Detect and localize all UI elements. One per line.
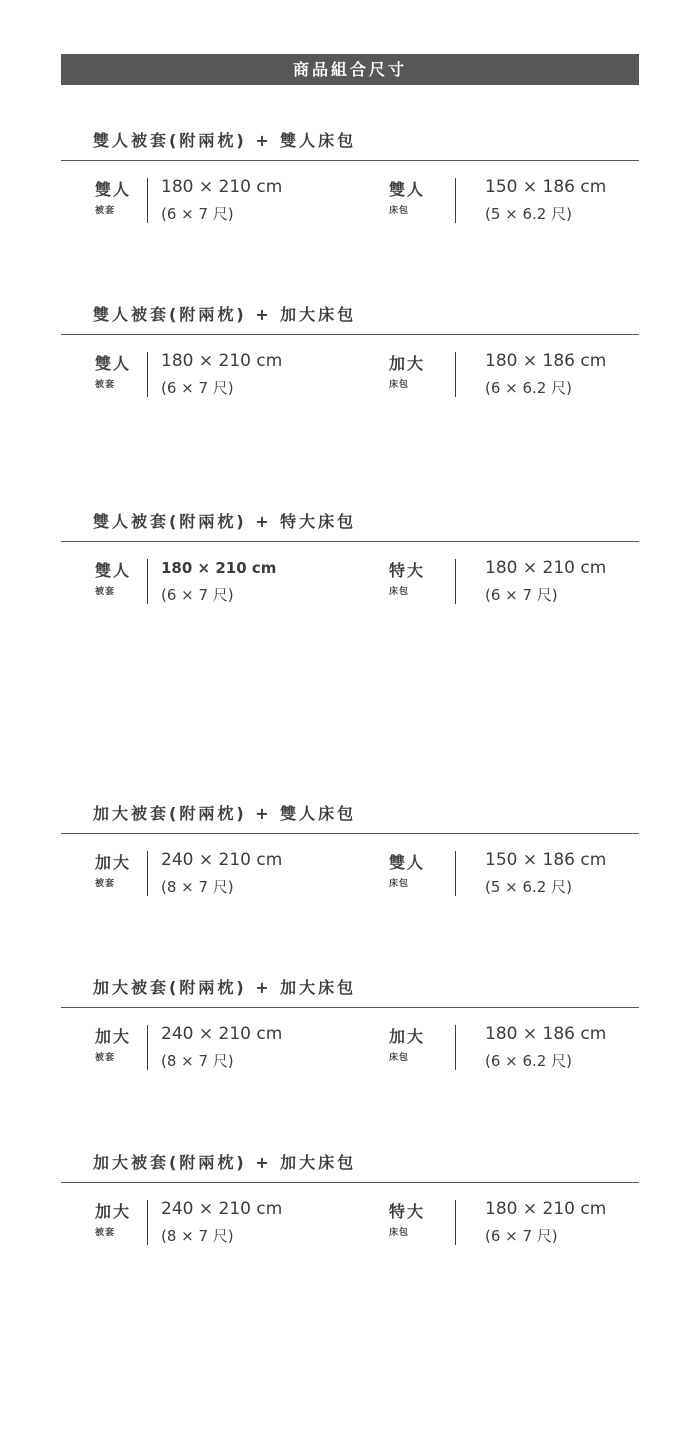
duvet-spec: [95, 351, 355, 399]
duvet-size-label: 雙人: [95, 180, 132, 199]
duvet-cm: 180 × 210 cm: [161, 559, 277, 577]
sheet-type-label: 床包: [389, 1228, 410, 1238]
duvet-size-label: 加大: [95, 1027, 132, 1046]
duvet-type-label: 被套: [95, 206, 116, 216]
duvet-ft: (8 × 7 尺): [161, 1052, 234, 1070]
page-title: 商品組合尺寸: [61, 54, 639, 85]
duvet-spec: [95, 850, 355, 898]
section-title: 雙人被套(附兩枕) + 特大床包: [93, 512, 357, 531]
duvet-type-label: 被套: [95, 1053, 116, 1063]
sheet-cm: 150 × 186 cm: [485, 177, 607, 197]
duvet-spec: [95, 177, 355, 225]
spec-divider: [455, 1025, 456, 1070]
duvet-ft: (8 × 7 尺): [161, 1227, 234, 1245]
spec-divider: [147, 851, 148, 896]
duvet-ft: (6 × 7 尺): [161, 205, 234, 223]
duvet-ft: (8 × 7 尺): [161, 878, 234, 896]
section-title: 加大被套(附兩枕) + 雙人床包: [93, 804, 357, 823]
spec-divider: [147, 1025, 148, 1070]
spec-divider: [147, 1200, 148, 1245]
section-title: 加大被套(附兩枕) + 加大床包: [93, 1153, 357, 1172]
duvet-spec: [95, 558, 355, 606]
sheet-cm: 180 × 210 cm: [485, 1199, 607, 1219]
duvet-cm: 240 × 210 cm: [161, 1024, 283, 1044]
sheet-spec: [389, 558, 649, 606]
sheet-ft: (6 × 6.2 尺): [485, 379, 572, 397]
duvet-cm: 240 × 210 cm: [161, 850, 283, 870]
sheet-size-label: 加大: [389, 354, 426, 373]
sheet-size-label: 雙人: [389, 180, 426, 199]
sheet-type-label: 床包: [389, 587, 410, 597]
sheet-ft: (6 × 6.2 尺): [485, 1052, 572, 1070]
section-divider: [61, 1007, 639, 1008]
sheet-spec: [389, 1024, 649, 1072]
section-title: 雙人被套(附兩枕) + 雙人床包: [93, 131, 357, 150]
duvet-cm: 240 × 210 cm: [161, 1199, 283, 1219]
sheet-type-label: 床包: [389, 1053, 410, 1063]
section-divider: [61, 334, 639, 335]
spec-divider: [147, 178, 148, 223]
duvet-ft: (6 × 7 尺): [161, 586, 234, 604]
sheet-cm: 150 × 186 cm: [485, 850, 607, 870]
sheet-ft: (6 × 7 尺): [485, 1227, 558, 1245]
sheet-spec: [389, 1199, 649, 1247]
duvet-spec: [95, 1199, 355, 1247]
spec-divider: [147, 352, 148, 397]
duvet-cm: 180 × 210 cm: [161, 177, 283, 197]
duvet-size-label: 加大: [95, 1202, 132, 1221]
spec-divider: [147, 559, 148, 604]
spec-divider: [455, 178, 456, 223]
sheet-spec: [389, 850, 649, 898]
spec-divider: [455, 352, 456, 397]
duvet-ft: (6 × 7 尺): [161, 379, 234, 397]
spec-divider: [455, 559, 456, 604]
section-divider: [61, 833, 639, 834]
section-divider: [61, 1182, 639, 1183]
section-title: 加大被套(附兩枕) + 加大床包: [93, 978, 357, 997]
duvet-size-label: 加大: [95, 853, 132, 872]
sheet-type-label: 床包: [389, 206, 410, 216]
spec-divider: [455, 851, 456, 896]
sheet-spec: [389, 177, 649, 225]
duvet-spec: [95, 1024, 355, 1072]
sheet-ft: (5 × 6.2 尺): [485, 878, 572, 896]
sheet-size-label: 特大: [389, 1202, 426, 1221]
duvet-cm: 180 × 210 cm: [161, 351, 283, 371]
sheet-size-label: 加大: [389, 1027, 426, 1046]
section-divider: [61, 160, 639, 161]
sheet-type-label: 床包: [389, 380, 410, 390]
duvet-type-label: 被套: [95, 1228, 116, 1238]
duvet-type-label: 被套: [95, 587, 116, 597]
duvet-size-label: 雙人: [95, 561, 132, 580]
section-divider: [61, 541, 639, 542]
sheet-size-label: 特大: [389, 561, 426, 580]
sheet-type-label: 床包: [389, 879, 410, 889]
duvet-type-label: 被套: [95, 879, 116, 889]
duvet-type-label: 被套: [95, 380, 116, 390]
sheet-size-label: 雙人: [389, 853, 426, 872]
sheet-ft: (6 × 7 尺): [485, 586, 558, 604]
sheet-cm: 180 × 210 cm: [485, 558, 607, 578]
section-title: 雙人被套(附兩枕) + 加大床包: [93, 305, 357, 324]
sheet-spec: [389, 351, 649, 399]
sheet-ft: (5 × 6.2 尺): [485, 205, 572, 223]
sheet-cm: 180 × 186 cm: [485, 351, 607, 371]
duvet-size-label: 雙人: [95, 354, 132, 373]
sheet-cm: 180 × 186 cm: [485, 1024, 607, 1044]
spec-divider: [455, 1200, 456, 1245]
